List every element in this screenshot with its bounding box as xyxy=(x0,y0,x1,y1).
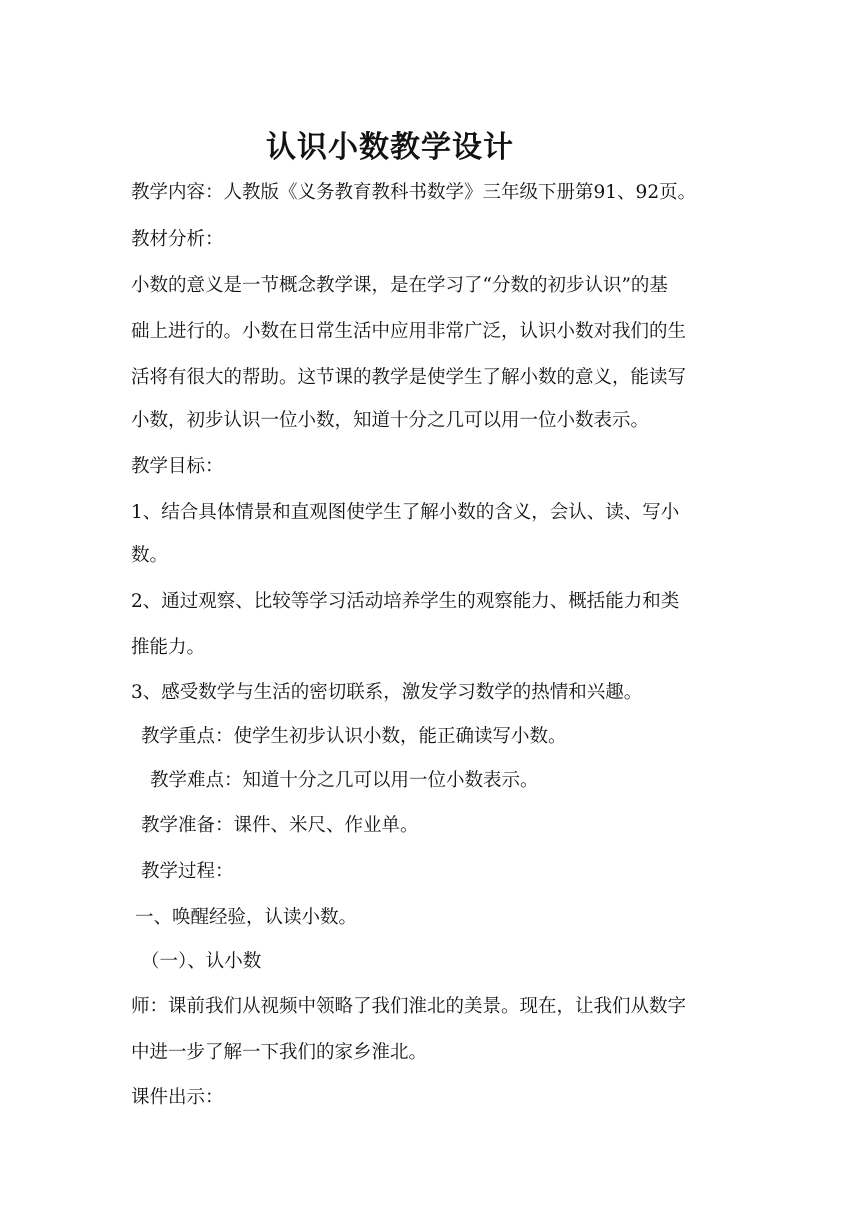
goal-1-line-1: 1、结合具体情景和直观图使学生了解小数的含义，会认、读、写小 xyxy=(131,502,680,523)
goal-1-line-2: 数。 xyxy=(131,545,169,566)
analysis-line-3: 活将有很大的帮助。这节课的教学是使学生了解小数的意义，能读写 xyxy=(131,367,687,388)
goals-heading: 教学目标： xyxy=(131,456,224,477)
goal-3-line: 3、感受数学与生活的密切联系，激发学习数学的热情和兴趣。 xyxy=(131,682,643,703)
process-heading: 教学过程： xyxy=(141,861,234,882)
document-title: 认识小数教学设计 xyxy=(266,130,514,165)
difficulty-line: 教学难点：知道十分之几可以用一位小数表示。 xyxy=(150,770,539,791)
teaching-content-line: 教学内容：人教版《义务教育教科书数学》三年级下册第91、92页。 xyxy=(131,182,697,203)
teacher-line-1: 师：课前我们从视频中领略了我们淮北的美景。现在，让我们从数字 xyxy=(131,996,687,1017)
goal-2-line-1: 2、通过观察、比较等学习活动培养学生的观察能力、概括能力和类 xyxy=(131,591,680,612)
analysis-heading: 教材分析： xyxy=(131,229,224,250)
courseware-label: 课件出示： xyxy=(131,1087,224,1108)
goal-2-line-2: 推能力。 xyxy=(131,637,206,658)
analysis-line-2: 础上进行的。小数在日常生活中应用非常广泛，认识小数对我们的生 xyxy=(131,321,687,342)
key-point-line: 教学重点：使学生初步认识小数，能正确读写小数。 xyxy=(141,726,567,747)
subsection-1-heading: （一）、认小数 xyxy=(141,951,262,972)
analysis-line-4: 小数，初步认识一位小数，知道十分之几可以用一位小数表示。 xyxy=(131,410,650,431)
analysis-line-1: 小数的意义是一节概念教学课，是在学习了“分数的初步认识”的基 xyxy=(131,275,668,296)
teacher-line-2: 中进一步了解一下我们的家乡淮北。 xyxy=(131,1042,428,1063)
preparation-line: 教学准备：课件、米尺、作业单。 xyxy=(141,815,419,836)
section-1-heading: 一、唤醒经验，认读小数。 xyxy=(135,907,358,928)
